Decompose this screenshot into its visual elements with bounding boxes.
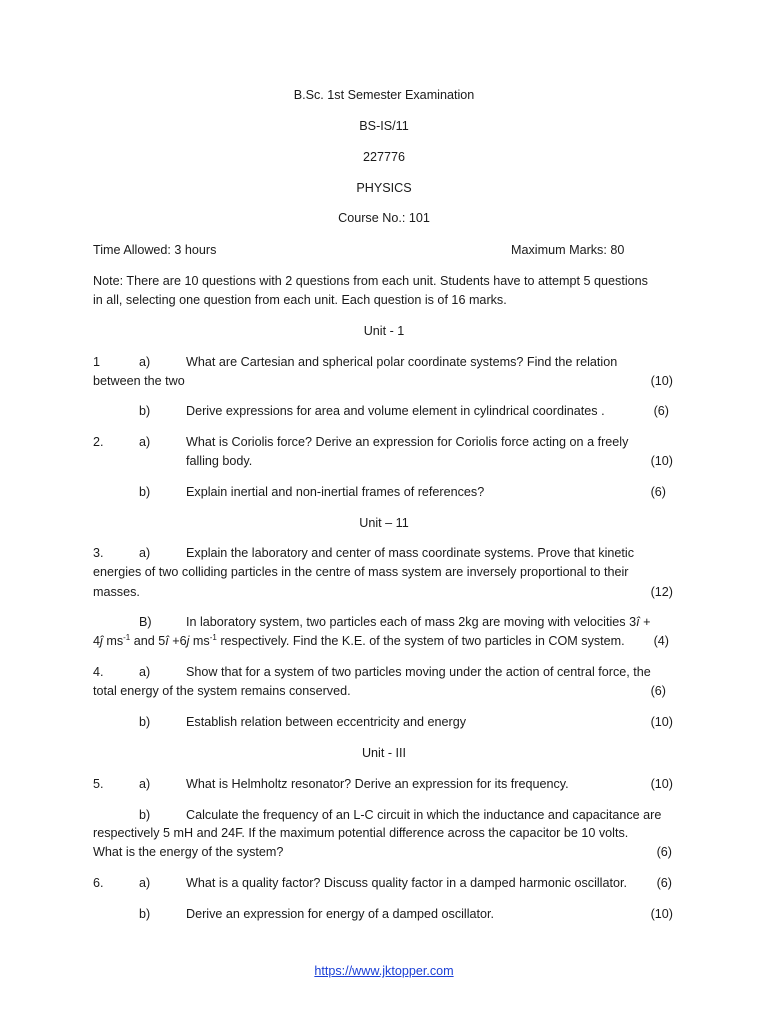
question-text xyxy=(186,613,650,632)
marks: (6) xyxy=(656,876,672,890)
course-number: Course No.: 101 xyxy=(338,211,430,225)
question-text: Derive an expression for energy of a damped oscillator. xyxy=(186,907,495,921)
part-label: b) xyxy=(139,907,151,921)
question-text-run: 4 xyxy=(93,634,101,648)
superscript: -1 xyxy=(209,633,217,642)
paper-id: 227776 xyxy=(362,150,406,164)
question-text-run: + xyxy=(639,615,651,629)
unit-vector-j: j xyxy=(186,634,190,648)
question-number: 2. xyxy=(93,435,104,449)
question-text: What are Cartesian and spherical polar coordinate systems? Find the relation xyxy=(186,355,618,369)
unit-vector-i: î xyxy=(636,615,640,629)
question-number: 5. xyxy=(93,777,104,791)
part-label: a) xyxy=(139,876,151,890)
question-text: energies of two colliding particles in the centre of mass system are inversely proportional to their xyxy=(93,565,629,579)
marks: (10) xyxy=(650,454,673,468)
part-label: a) xyxy=(139,355,151,369)
question-text: What is Helmholtz resonator? Derive an expression for its frequency. xyxy=(186,777,569,791)
question-text-run: respectively. Find the K.E. of the system of two particles in COM system. xyxy=(216,634,625,648)
marks: (12) xyxy=(650,585,673,599)
exam-code: BS-IS/11 xyxy=(359,119,409,133)
question-text-run: +6 xyxy=(168,634,187,648)
question-text: What is Coriolis force? Derive an expression for Coriolis force acting on a freely xyxy=(186,435,629,449)
question-text: between the two xyxy=(93,374,185,388)
unit-heading-1: Unit - 1 xyxy=(363,324,405,338)
part-label: B) xyxy=(139,615,152,629)
question-number: 6. xyxy=(93,876,104,890)
part-label: a) xyxy=(139,435,151,449)
question-text: Show that for a system of two particles moving under the action of central force, the xyxy=(186,665,651,679)
marks: (6) xyxy=(650,485,666,499)
question-text: What is a quality factor? Discuss quality factor in a damped harmonic oscillator. xyxy=(186,876,627,890)
marks: (6) xyxy=(650,684,666,698)
question-number: 3. xyxy=(93,546,104,560)
question-number: 4. xyxy=(93,665,104,679)
time-allowed: Time Allowed: 3 hours xyxy=(93,243,217,257)
marks: (6) xyxy=(653,404,669,418)
footer-link[interactable]: https://www.jktopper.com xyxy=(314,964,454,978)
unit-heading-3: Unit - III xyxy=(361,746,407,760)
part-label: b) xyxy=(139,485,151,499)
superscript: -1 xyxy=(123,633,131,642)
part-label: b) xyxy=(139,715,151,729)
question-text: respectively 5 mH and 24F. If the maximum potential difference across the capacitor be 10 volts. xyxy=(93,826,629,840)
question-text: Explain the laboratory and center of mass coordinate systems. Prove that kinetic xyxy=(186,546,635,560)
part-label: a) xyxy=(139,777,151,791)
note-line-1: Note: There are 10 questions with 2 questions from each unit. Students have to attempt 5 questions xyxy=(93,274,648,288)
question-text: masses. xyxy=(93,585,140,599)
question-text: Establish relation between eccentricity and energy xyxy=(186,715,467,729)
marks: (10) xyxy=(650,374,673,388)
marks: (10) xyxy=(650,715,673,729)
part-label: b) xyxy=(139,404,151,418)
unit-vector-i: î xyxy=(165,634,169,648)
unit-heading-2: Unit – 11 xyxy=(359,516,409,530)
question-text: total energy of the system remains conserved. xyxy=(93,684,351,698)
unit-vector-j: ĵ xyxy=(100,634,103,648)
exam-title: B.Sc. 1st Semester Examination xyxy=(293,88,475,102)
question-text-run: ms xyxy=(102,634,124,648)
question-text-run: ms xyxy=(189,634,210,648)
marks: (10) xyxy=(650,777,673,791)
marks: (10) xyxy=(650,907,673,921)
question-text-run: and 5 xyxy=(130,634,166,648)
maximum-marks: Maximum Marks: 80 xyxy=(511,243,625,257)
part-label: a) xyxy=(139,546,151,560)
subject: PHYSICS xyxy=(356,181,412,195)
question-text-run: In laboratory system, two particles each of mass 2kg are moving with velocities 3 xyxy=(186,615,637,629)
note-line-2: in all, selecting one question from each unit. Each question is of 16 marks. xyxy=(93,293,507,307)
question-text: Derive expressions for area and volume element in cylindrical coordinates . xyxy=(186,404,605,418)
marks: (6) xyxy=(656,845,672,859)
question-number: 1 xyxy=(93,355,101,369)
question-text: Explain inertial and non-inertial frames of references? xyxy=(186,485,485,499)
question-text xyxy=(93,632,625,651)
part-label: a) xyxy=(139,665,151,679)
question-text: What is the energy of the system? xyxy=(93,845,284,859)
question-text: falling body. xyxy=(186,454,253,468)
question-text: Calculate the frequency of an L-C circuit in which the inductance and capacitance are xyxy=(186,808,662,822)
footer xyxy=(0,962,768,981)
part-label: b) xyxy=(139,808,151,822)
marks: (4) xyxy=(653,634,669,648)
